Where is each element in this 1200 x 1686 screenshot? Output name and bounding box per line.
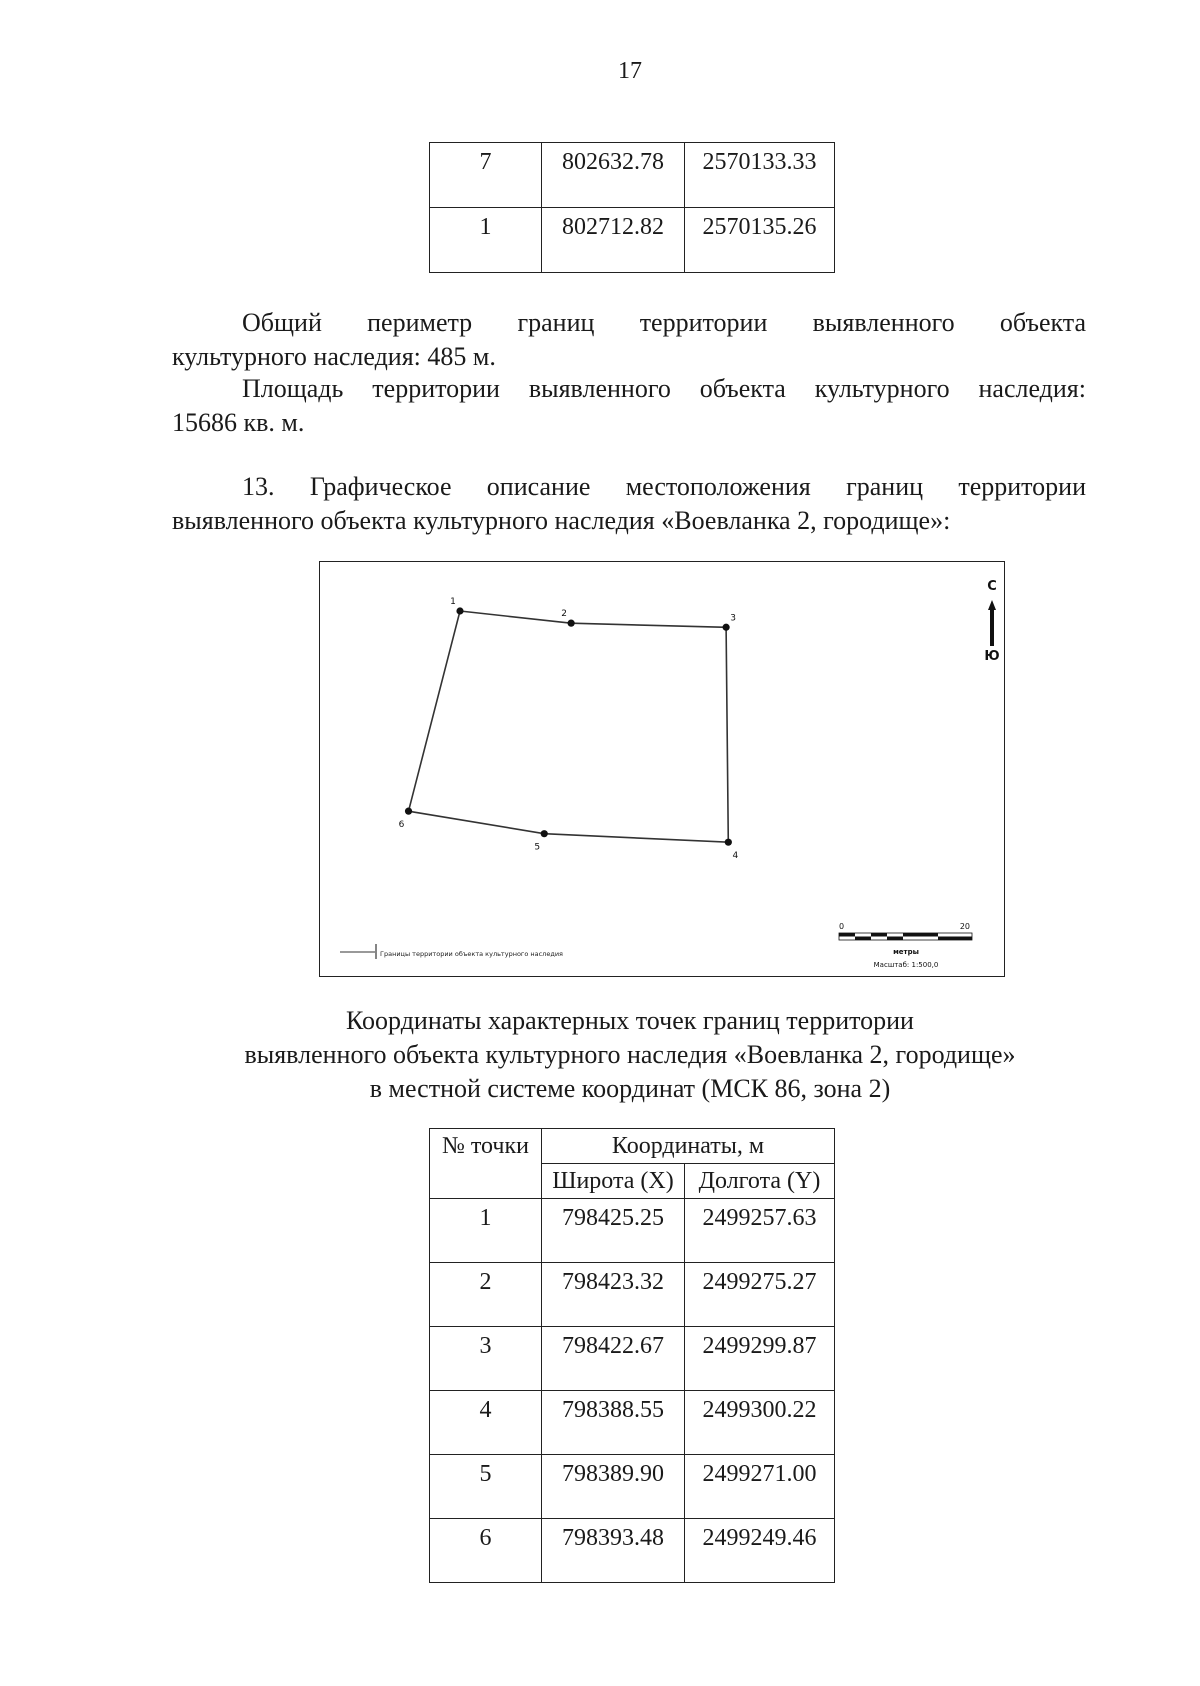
coordinates-table-continued [429,142,835,273]
boundary-point-marker [405,808,412,815]
south-label: Ю [984,649,1000,664]
header-point-number: № точки [430,1129,542,1199]
boundary-point-marker [456,607,463,614]
table-row [430,1455,835,1519]
area-line-1: Площадь территории выявленного объекта культурного наследия: [242,374,1086,403]
x-coordinate: 798393.48 [542,1519,685,1583]
coordinates-table [429,1128,835,1583]
page-number: 17 [618,58,642,84]
boundary-point-marker [568,620,575,627]
graphic-line-2: выявленного объекта культурного наследия «Воевланка 2, городище»: [172,506,951,535]
x-coordinate: 798425.25 [542,1199,685,1263]
area-paragraph [172,372,1086,440]
point-number: 7 [430,143,542,208]
graphic-line-1: 13. Графическое описание местоположения границ территории [242,472,1086,501]
scale-end-label: 20 [959,922,970,931]
y-coordinate: 2499257.63 [685,1199,835,1263]
header-latitude: Широта (X) [542,1164,685,1199]
boundary-point-marker [725,839,732,846]
y-coordinate: 2499275.27 [685,1263,835,1327]
y-coordinate: 2499300.22 [685,1391,835,1455]
coordinates-caption-line-2: выявленного объекта культурного наследия «Воевланка 2, городище» [244,1040,1016,1069]
boundary-point-label: 6 [398,820,405,831]
x-coordinate: 798388.55 [542,1391,685,1455]
boundary-point-marker [541,830,548,837]
x-coordinate: 798423.32 [542,1263,685,1327]
perimeter-line-2: культурного наследия: 485 м. [172,342,496,371]
y-coordinate: 2570135.26 [685,208,835,273]
boundary-point-label: 1 [450,597,456,607]
scale-start-label: 0 [839,922,845,931]
point-number: 3 [430,1327,542,1391]
area-line-2: 15686 кв. м. [172,408,305,437]
boundary-map [319,561,1005,977]
table-row [430,143,835,208]
graphic-description-paragraph [172,470,1086,538]
y-coordinate: 2570133.33 [685,143,835,208]
legend-text: Границы территории объекта культурного наследия [380,950,563,958]
boundary-point-label: 2 [561,609,567,620]
table-header-row [430,1129,835,1164]
header-longitude: Долгота (Y) [685,1164,835,1199]
boundary-point-label: 3 [730,613,736,624]
scale-bar [839,922,972,969]
x-coordinate: 802712.82 [542,208,685,273]
boundary-point-label: 4 [732,851,739,862]
point-number: 5 [430,1455,542,1519]
map-canvas [320,562,1006,978]
boundary-polygon [409,611,729,842]
y-coordinate: 2499299.87 [685,1327,835,1391]
point-number: 6 [430,1519,542,1583]
table-row [430,1391,835,1455]
point-number: 1 [430,1199,542,1263]
x-coordinate: 798389.90 [542,1455,685,1519]
scale-text: Масштаб: 1:500,0 [873,961,939,969]
perimeter-paragraph [172,306,1086,374]
north-label: С [987,579,997,594]
y-coordinate: 2499271.00 [685,1455,835,1519]
table-row [430,1519,835,1583]
boundary-point-label: 5 [534,842,541,853]
x-coordinate: 802632.78 [542,143,685,208]
table-row [430,1263,835,1327]
scale-units: метры [893,948,919,956]
boundary-point-marker [723,624,730,631]
point-number: 4 [430,1391,542,1455]
north-arrow-icon [984,579,999,664]
x-coordinate: 798422.67 [542,1327,685,1391]
table-row [430,1327,835,1391]
point-number: 1 [430,208,542,273]
point-number: 2 [430,1263,542,1327]
table-row [430,1199,835,1263]
table-row [430,208,835,273]
map-legend [340,944,563,959]
perimeter-line-1: Общий периметр границ территории выявленного объекта [242,308,1086,337]
coordinates-caption-line-1: Координаты характерных точек границ территории [346,1006,914,1035]
y-coordinate: 2499249.46 [685,1519,835,1583]
points-layer [399,597,739,861]
header-coordinates: Координаты, м [542,1129,835,1164]
coordinates-caption-line-3: в местной системе координат (МСК 86, зона 2) [369,1074,891,1103]
